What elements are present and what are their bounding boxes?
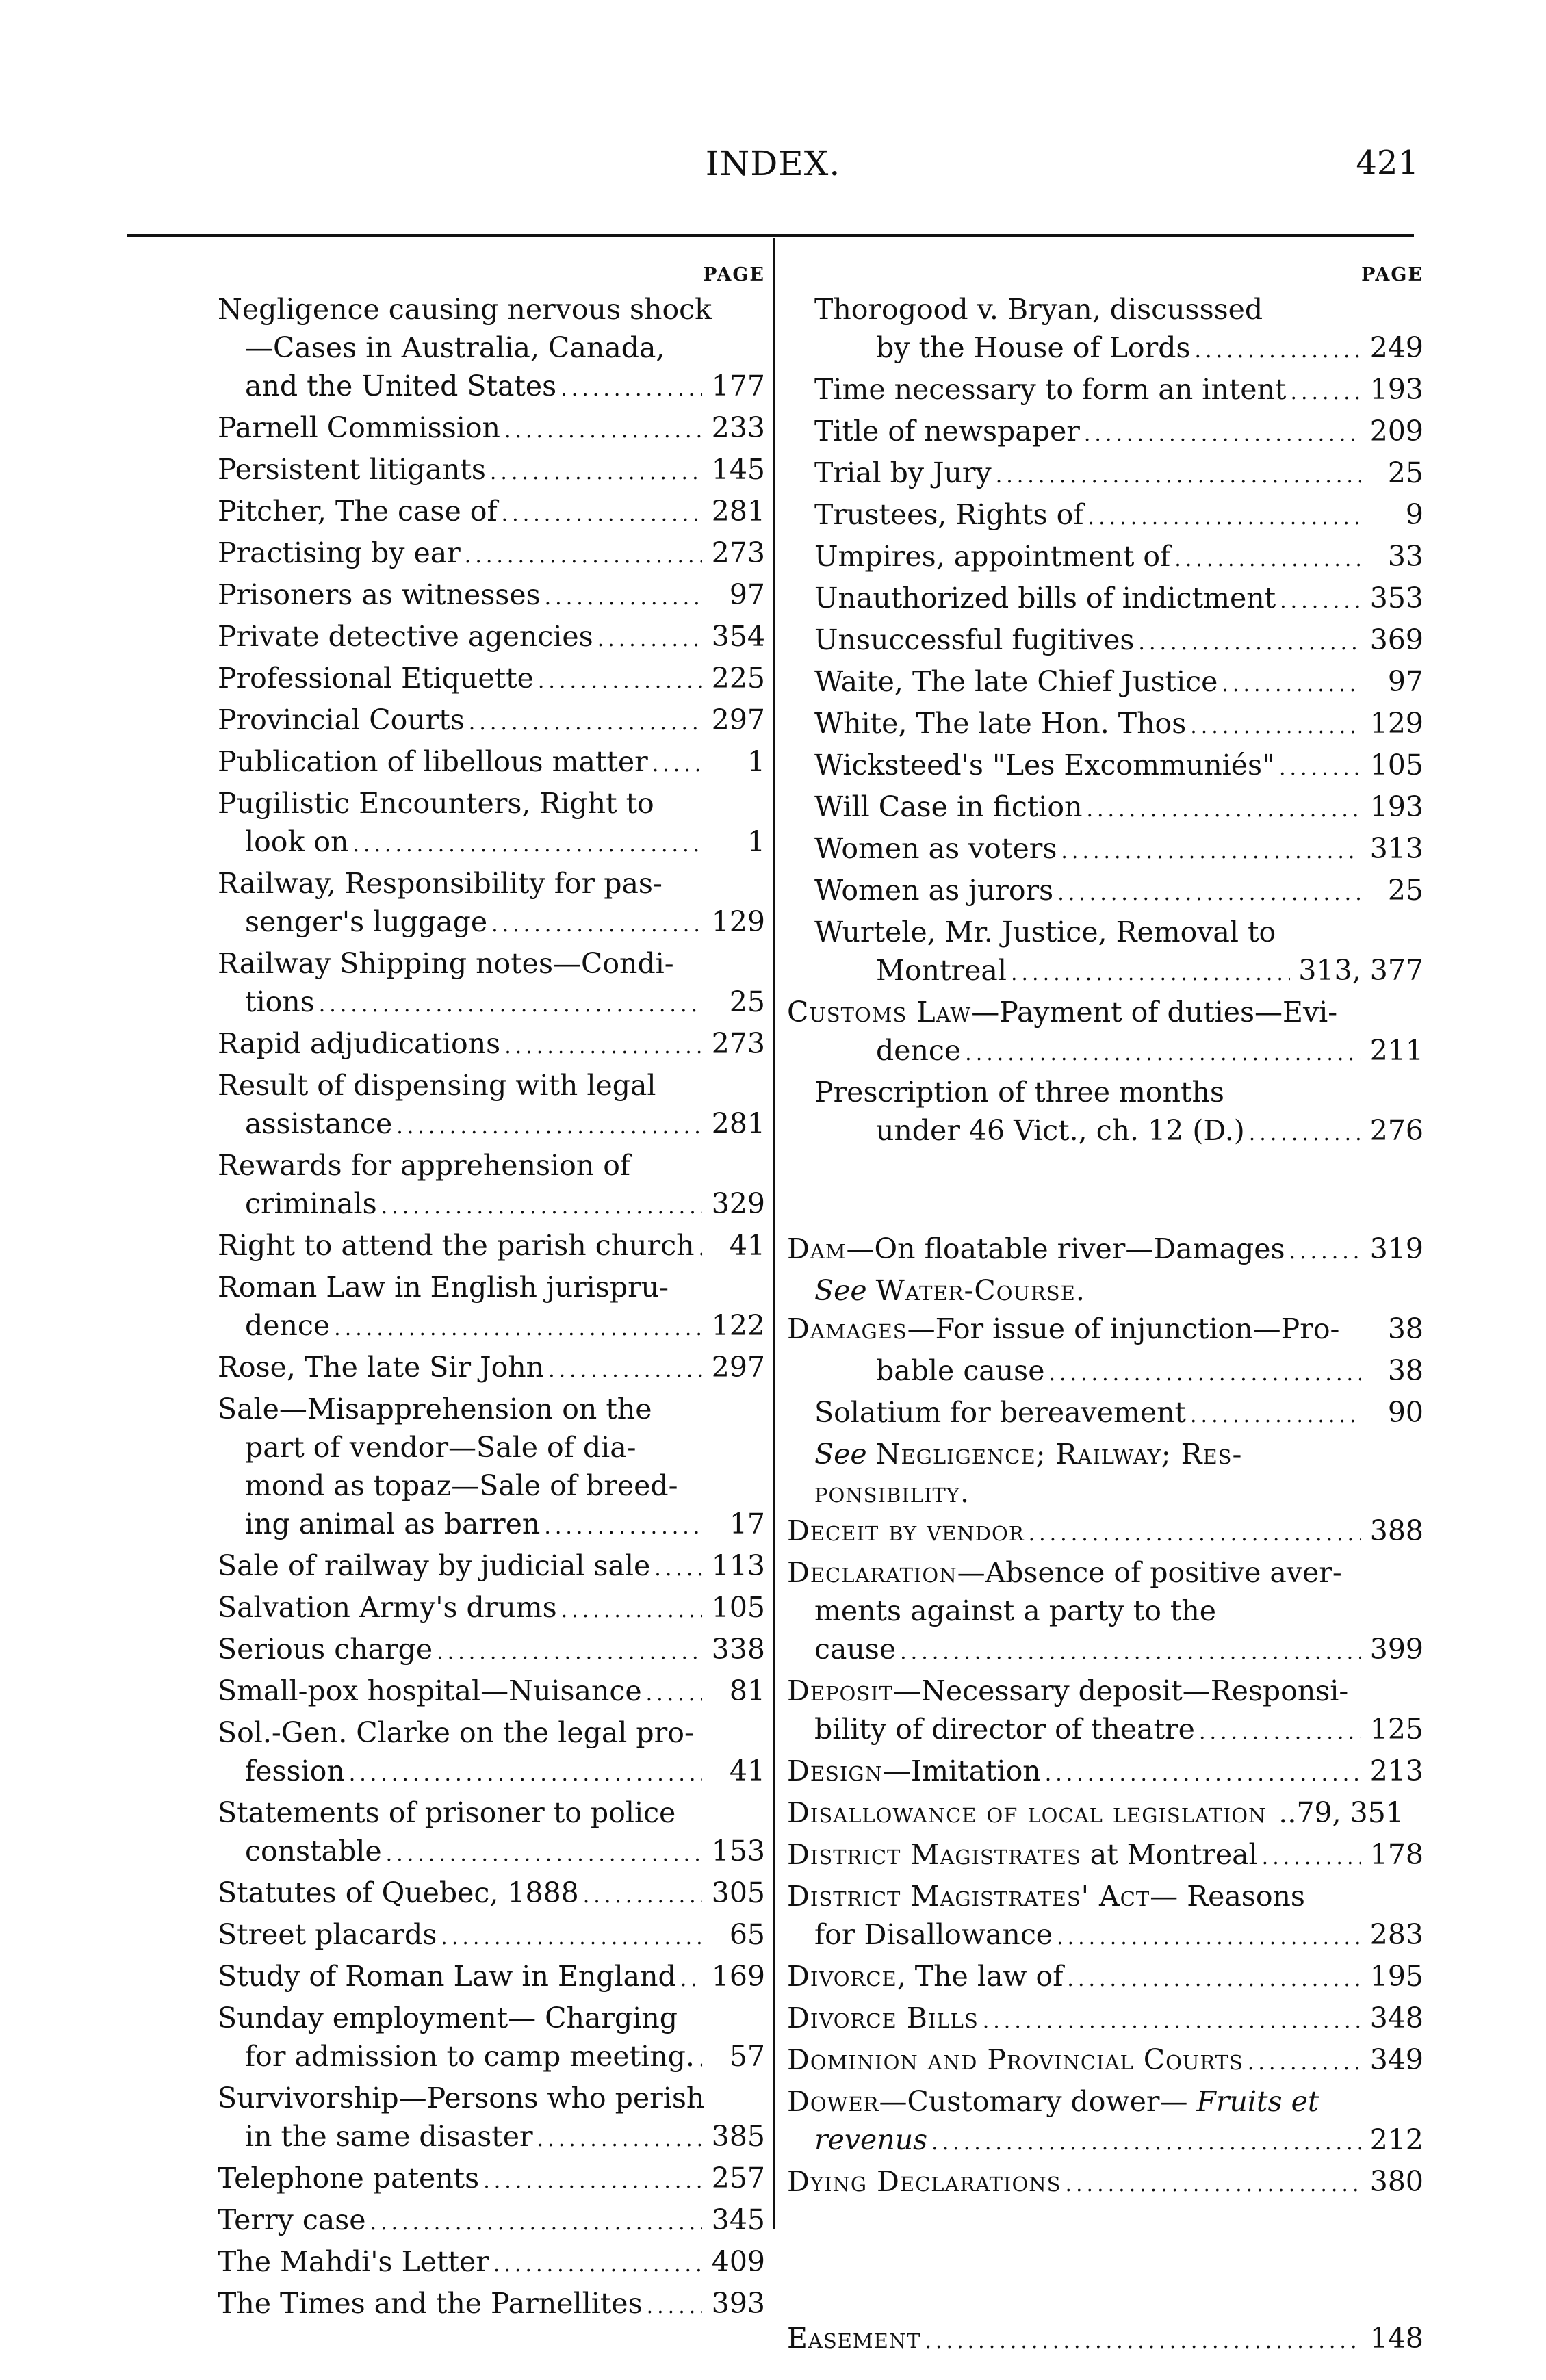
right-simple-entries <box>787 370 1423 913</box>
page-ref: 353 <box>1369 582 1423 615</box>
index-entry: Divorce, The law of ..... 195 <box>787 1957 1423 1999</box>
page-ref: 233 <box>711 411 765 444</box>
page-column-label: PAGE <box>703 264 765 285</box>
page-ref: 153 <box>711 1835 765 1867</box>
index-entry: Prisoners as witnesses ..... 97 <box>218 575 765 617</box>
index-entry: Unsuccessful fugitives ..... 369 <box>787 621 1423 662</box>
page-ref: 281 <box>711 1107 765 1140</box>
page-ref: 41 <box>729 1229 765 1262</box>
index-entry-dam: Dam—On floatable river—Damages ..... 319 See Water-Course. <box>787 1230 1423 1310</box>
index-entry: Declaration—Absence of positive aver- ments against a party to the cause ..... 399 <box>787 1553 1423 1672</box>
page-ref: 113 <box>711 1549 765 1582</box>
page-ref: 169 <box>711 1960 765 1993</box>
page-ref: 297 <box>711 703 765 736</box>
page-ref: 193 <box>1369 790 1423 823</box>
index-entry: Serious charge ..... 338 <box>218 1630 765 1672</box>
index-entry: Street placards ..... 65 <box>218 1915 765 1957</box>
page-ref: 129 <box>711 905 765 938</box>
page-ref: 281 <box>711 495 765 528</box>
left-entries <box>218 290 765 2326</box>
index-entry: Design—Imitation ..... 213 <box>787 1752 1423 1794</box>
page-ref: 225 <box>711 662 765 695</box>
page-ref: 25 <box>729 985 765 1018</box>
index-entry: Waite, The late Chief Justice ..... 97 <box>787 662 1423 704</box>
index-entry: Right to attend the parish church ..... 41 <box>218 1226 765 1268</box>
page-ref: 1 <box>747 745 765 778</box>
index-entry: Practising by ear ..... 273 <box>218 534 765 575</box>
index-entry: Pitcher, The case of ..... 281 <box>218 492 765 534</box>
page-ref: 177 <box>711 370 765 402</box>
index-entry: White, The late Hon. Thos ..... 129 <box>787 704 1423 746</box>
index-entry: Study of Roman Law in England ..... 169 <box>218 1957 765 1999</box>
index-entry: Trustees, Rights of ..... 9 <box>787 495 1423 537</box>
index-entry: Statutes of Quebec, 1888 ..... 305 <box>218 1874 765 1915</box>
page-ref: 33 <box>1387 540 1423 573</box>
index-entry: Easement ..... 148 <box>787 2319 1423 2361</box>
index-entry: Provincial Courts ..... 297 <box>218 701 765 742</box>
index-entry: Roman Law in English jurispru- dence ..... 122 <box>218 1268 765 1348</box>
index-entry-customs: Customs Law—Payment of duties—Evi- dence ..... 211 Prescription of three months under 46 Vict., ch. 12 (D.) ..... 276 <box>787 993 1423 1153</box>
index-entry: Dominion and Provincial Courts ..... 349 <box>787 2041 1423 2082</box>
page-ref: 354 <box>711 620 765 653</box>
index-entry: Divorce Bills ..... 348 <box>787 1999 1423 2041</box>
index-entry: Terry case ..... 345 <box>218 2201 765 2242</box>
index-entry: Telephone patents ..... 257 <box>218 2159 765 2201</box>
index-entry: Thorogood v. Bryan, discusssed by the House of Lords ..... 249 <box>787 290 1423 370</box>
index-entry: District Magistrates at Montreal ..... 178 <box>787 1835 1423 1877</box>
page-ref: 97 <box>1387 665 1423 698</box>
index-entry: Small-pox hospital—Nuisance ..... 81 <box>218 1672 765 1713</box>
page-ref: 273 <box>711 1027 765 1060</box>
index-entry: Title of newspaper ..... 209 <box>787 412 1423 454</box>
index-entry: Deposit—Necessary deposit—Responsi- bility of director of theatre ..... 125 <box>787 1672 1423 1752</box>
column-divider <box>773 238 775 2229</box>
page-ref: 105 <box>1369 749 1423 781</box>
index-entry: Sunday employment— Charging for admission to camp meeting. ..... 57 <box>218 1999 765 2079</box>
page-ref: 409 <box>711 2245 765 2278</box>
page-ref: 145 <box>711 453 765 486</box>
page-number: 421 <box>1356 144 1419 182</box>
page-ref: 257 <box>711 2162 765 2195</box>
index-entry: Negligence causing nervous shock —Cases in Australia, Canada, and the United States ..... 177 <box>218 290 765 409</box>
index-entry: Railway, Responsibility for pas- senger's luggage ..... 129 <box>218 864 765 944</box>
page-ref: 369 <box>1369 623 1423 656</box>
page-ref: 1 <box>747 825 765 858</box>
index-entry: Survivorship—Persons who perish in the same disaster ..... 385 <box>218 2079 765 2159</box>
page-ref: 313 <box>1369 832 1423 865</box>
page-ref: 25 <box>1387 456 1423 489</box>
index-entry: Professional Etiquette ..... 225 <box>218 659 765 701</box>
index-entry: Sale of railway by judicial sale ..... 113 <box>218 1547 765 1588</box>
index-entry-damages: Damages—For issue of injunction—Pro- 38 bable cause ..... 38 Solatium for bereavement ..... 90 See Negligence; Railway; Res- ponsibility. <box>787 1310 1423 1512</box>
index-entry: Trial by Jury ..... 25 <box>787 454 1423 495</box>
index-entry: Parnell Commission ..... 233 <box>218 409 765 450</box>
index-entry: Deceit by vendor ..... 388 <box>787 1512 1423 1553</box>
index-entry: Result of dispensing with legal assistance ..... 281 <box>218 1066 765 1146</box>
index-entry: District Magistrates' Act— Reasons for Disallowance ..... 283 <box>787 1877 1423 1957</box>
page-ref: 81 <box>729 1674 765 1707</box>
index-entry: Wicksteed's "Les Excommuniés" ..... 105 <box>787 746 1423 788</box>
index-entry: Women as voters ..... 313 <box>787 829 1423 871</box>
page-ref: 105 <box>711 1591 765 1624</box>
index-entry: Rapid adjudications ..... 273 <box>218 1024 765 1066</box>
page-ref: 209 <box>1369 415 1423 448</box>
index-entry: Sol.-Gen. Clarke on the legal pro- fession ..... 41 <box>218 1713 765 1794</box>
page-ref: 97 <box>729 578 765 611</box>
page-ref: 122 <box>711 1309 765 1342</box>
right-index-column <box>787 260 1423 2361</box>
index-entry: Rewards for apprehension of criminals ..... 329 <box>218 1146 765 1226</box>
index-entry: Rose, The late Sir John ..... 297 <box>218 1348 765 1390</box>
page-ref: 305 <box>711 1876 765 1909</box>
index-entry: Unauthorized bills of indictment ..... 353 <box>787 579 1423 621</box>
page-ref: 338 <box>711 1633 765 1666</box>
index-entry: Dower—Customary dower— Fruits et revenus ..... 212 <box>787 2082 1423 2162</box>
index-entry: Will Case in fiction ..... 193 <box>787 788 1423 829</box>
index-entry: Railway Shipping notes—Condi- tions ..... 25 <box>218 944 765 1024</box>
index-entry: Statements of prisoner to police constable ..... 153 <box>218 1794 765 1874</box>
page-ref: 385 <box>711 2120 765 2153</box>
index-entry: Wurtele, Mr. Justice, Removal to Montreal ..... 313, 377 <box>787 913 1423 993</box>
index-entry: Women as jurors ..... 25 <box>787 871 1423 913</box>
index-entry: Disallowance of local legislation ..79, 351 <box>787 1796 1404 1829</box>
index-entry: Umpires, appointment of ..... 33 <box>787 537 1423 579</box>
index-entry: Dying Declarations ..... 380 <box>787 2162 1423 2204</box>
index-entry: Pugilistic Encounters, Right to look on ..... 1 <box>218 784 765 864</box>
page-ref: 65 <box>729 1918 765 1951</box>
left-index-column <box>218 260 765 2326</box>
index-entry: The Mahdi's Letter ..... 409 <box>218 2242 765 2284</box>
index-entry: Sale—Misapprehension on the part of vendor—Sale of dia- mond as topaz—Sale of breed- ing animal as barren ..... 17 <box>218 1390 765 1547</box>
index-entry: The Times and the Parnellites ..... 393 <box>218 2284 765 2326</box>
page-title: INDEX. <box>705 144 841 183</box>
page-ref: 17 <box>729 1508 765 1540</box>
page-ref: 41 <box>729 1755 765 1787</box>
page-ref: 193 <box>1369 373 1423 406</box>
page-column-label: PAGE <box>1361 264 1423 285</box>
page-ref: 57 <box>729 2040 765 2073</box>
header-rule <box>127 234 1414 237</box>
index-entry: Persistent litigants ..... 145 <box>218 450 765 492</box>
page-ref: 273 <box>711 536 765 569</box>
page-ref: 329 <box>711 1187 765 1220</box>
page-ref: 129 <box>1369 707 1423 740</box>
page-ref: 9 <box>1405 498 1423 531</box>
page-ref: 25 <box>1387 874 1423 907</box>
page-ref: 297 <box>711 1351 765 1384</box>
page-ref: 345 <box>711 2203 765 2236</box>
index-entry: Publication of libellous matter ..... 1 <box>218 742 765 784</box>
index-entry: Time necessary to form an intent ..... 193 <box>787 370 1423 412</box>
page-ref: 393 <box>711 2287 765 2320</box>
index-entry: Private detective agencies ..... 354 <box>218 617 765 659</box>
index-entry: Salvation Army's drums ..... 105 <box>218 1588 765 1630</box>
